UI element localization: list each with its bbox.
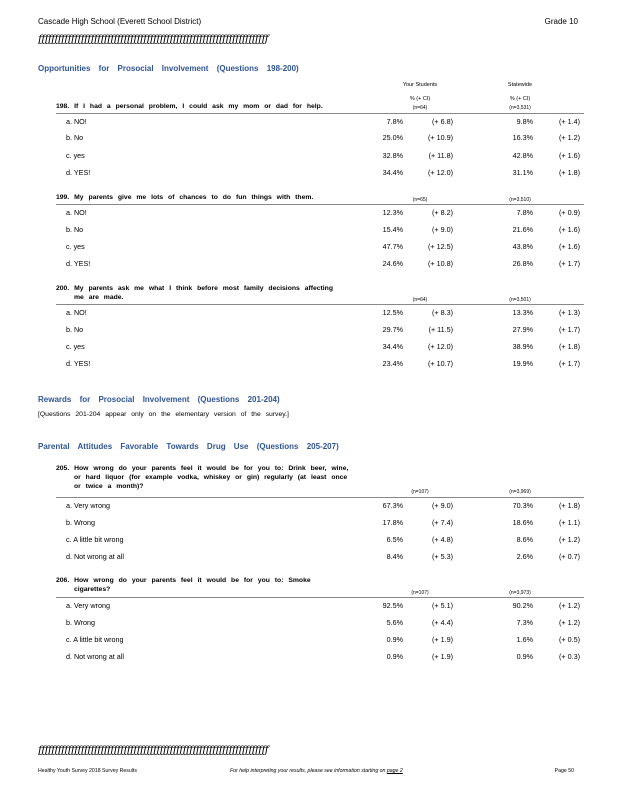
state-pct: 1.6% (516, 635, 533, 644)
question-205 (56, 465, 348, 491)
question-line: or hard liquor (for example vodka, whiskey or gin) regularly (at least once (74, 473, 348, 481)
state-pct: 38.9% (512, 342, 533, 351)
school-pct: 32.8% (382, 151, 403, 160)
school-pct: 5.6% (386, 618, 403, 627)
school-pct: 67.3% (382, 501, 403, 510)
answer-label: c. yes (66, 342, 85, 351)
question-rule (56, 113, 584, 114)
n-school: (n=64) (412, 297, 428, 303)
answer-row (0, 535, 618, 545)
school-pct: 15.4% (382, 225, 403, 234)
answer-row (0, 601, 618, 611)
school-ci: (+ 10.7) (428, 359, 453, 368)
answer-label: d. YES! (66, 359, 91, 368)
state-pct: 0.9% (516, 652, 533, 661)
state-ci: (+ 1.2) (559, 133, 580, 142)
top-rule: ƒƒƒƒƒƒƒƒƒƒƒƒƒƒƒƒƒƒƒƒƒƒƒƒƒƒƒƒƒƒƒƒƒƒƒƒƒƒƒƒƒƒƒƒƒƒƒƒƒƒƒƒƒƒƒƒƒƒƒƒƒƒƒƒƒƒƒƒƒƒ (38, 33, 269, 45)
state-ci: (+ 1.7) (559, 359, 580, 368)
answer-label: c. yes (66, 151, 85, 160)
school-ci: (+ 11.8) (428, 151, 453, 160)
answer-label: b. No (66, 225, 84, 234)
school-ci: (+ 12.0) (428, 168, 453, 177)
answer-row (0, 308, 618, 318)
answer-row (0, 133, 618, 143)
school-pct: 8.4% (386, 552, 403, 561)
footer-page-link[interactable]: page 2 (386, 768, 403, 774)
question-rule (56, 497, 584, 498)
answer-row (0, 618, 618, 628)
answer-label: c. A little bit wrong (66, 535, 124, 544)
answer-row (0, 225, 618, 235)
answer-label: a. Very wrong (66, 601, 110, 610)
school-pct: 7.8% (386, 117, 403, 126)
state-ci: (+ 1.3) (559, 308, 580, 317)
school-ci: (+ 10.8) (428, 259, 453, 268)
school-pct: 23.4% (382, 359, 403, 368)
state-pct: 42.8% (512, 151, 533, 160)
school-ci: (+ 9.0) (432, 501, 453, 510)
state-pct: 18.6% (512, 518, 533, 527)
school-pct: 0.9% (386, 635, 403, 644)
answer-row (0, 501, 618, 511)
state-ci: (+ 0.9) (559, 208, 580, 217)
answer-row (0, 151, 618, 161)
col-pct-ci-state: % (+ CI) (509, 96, 531, 102)
state-pct: 16.3% (512, 133, 533, 142)
state-ci: (+ 1.4) (559, 117, 580, 126)
state-pct: 26.8% (512, 259, 533, 268)
question-198 (56, 103, 323, 112)
footer-help (230, 768, 403, 774)
state-pct: 70.3% (512, 501, 533, 510)
school-pct: 12.5% (382, 308, 403, 317)
state-ci: (+ 1.2) (559, 601, 580, 610)
answer-label: b. No (66, 325, 84, 334)
school-pct: 34.4% (382, 168, 403, 177)
state-ci: (+ 0.5) (559, 635, 580, 644)
school-ci: (+ 5.1) (432, 601, 453, 610)
answer-row (0, 242, 618, 252)
question-line: cigarettes? (74, 585, 111, 593)
col-statewide: Statewide (507, 82, 533, 88)
school-ci: (+ 4.8) (432, 535, 453, 544)
question-rule (56, 304, 584, 305)
n-state: (n=3,531) (509, 105, 531, 111)
state-ci: (+ 1.8) (559, 501, 580, 510)
answer-row (0, 635, 618, 645)
state-pct: 8.6% (516, 535, 533, 544)
n-school: (n=65) (412, 197, 428, 203)
bottom-rule: ƒƒƒƒƒƒƒƒƒƒƒƒƒƒƒƒƒƒƒƒƒƒƒƒƒƒƒƒƒƒƒƒƒƒƒƒƒƒƒƒƒƒƒƒƒƒƒƒƒƒƒƒƒƒƒƒƒƒƒƒƒƒƒƒƒƒƒƒƒƒ (38, 744, 269, 756)
question-line: 205. How wrong do your parents feel it would be for you to: Drink beer, wine, (56, 465, 349, 472)
state-pct: 2.6% (516, 552, 533, 561)
answer-row (0, 652, 618, 662)
question-206 (56, 577, 311, 595)
n-state: (n=3,973) (509, 590, 531, 596)
question-line: 198. If I had a personal problem, I could ask my mom or dad for help. (56, 103, 323, 110)
state-pct: 19.9% (512, 359, 533, 368)
answer-label: d. Not wrong at all (66, 652, 124, 661)
state-ci: (+ 1.2) (559, 535, 580, 544)
school-ci: (+ 1.9) (432, 652, 453, 661)
section-title-rewards: Rewards for Prosocial Involvement (Questions 201-204) (38, 395, 280, 404)
state-ci: (+ 1.6) (559, 151, 580, 160)
section-title-opportunities: Opportunities for Prosocial Involvement (Questions 198-200) (38, 64, 299, 73)
answer-label: b. Wrong (66, 618, 96, 627)
question-rule (56, 204, 584, 205)
school-ci: (+ 8.3) (432, 308, 453, 317)
school-pct: 17.8% (382, 518, 403, 527)
question-rule (56, 597, 584, 598)
state-ci: (+ 1.1) (559, 518, 580, 527)
answer-row (0, 117, 618, 127)
school-pct: 25.0% (382, 133, 403, 142)
answer-label: d. Not wrong at all (66, 552, 124, 561)
answer-row (0, 325, 618, 335)
school-ci: (+ 10.9) (428, 133, 453, 142)
answer-label: c. A little bit wrong (66, 635, 124, 644)
section-note: [Questions 201-204 appear only on the elementary version of the survey.] (38, 411, 289, 418)
answer-row (0, 359, 618, 369)
n-school: (n=107) (411, 590, 429, 596)
state-ci: (+ 1.8) (559, 168, 580, 177)
state-pct: 43.8% (512, 242, 533, 251)
school-pct: 34.4% (382, 342, 403, 351)
question-line: 206. How wrong do your parents feel it would be for you to: Smoke (56, 577, 311, 584)
question-line: me are made. (74, 293, 124, 301)
school-ci: (+ 5.3) (432, 552, 453, 561)
answer-row (0, 259, 618, 269)
answer-label: d. YES! (66, 168, 91, 177)
school-ci: (+ 7.4) (432, 518, 453, 527)
footer-survey-name: Healthy Youth Survey 2018 Survey Results (38, 768, 137, 774)
answer-label: a. NO! (66, 117, 87, 126)
n-state: (n=3,510) (509, 197, 531, 203)
state-ci: (+ 1.8) (559, 342, 580, 351)
answer-row (0, 552, 618, 562)
school-ci: (+ 1.9) (432, 635, 453, 644)
n-state: (n=3,501) (509, 297, 531, 303)
question-line: 199. My parents give me lots of chances to do fun things with them. (56, 194, 314, 201)
state-pct: 31.1% (512, 168, 533, 177)
state-ci: (+ 0.3) (559, 652, 580, 661)
school-pct: 92.5% (382, 601, 403, 610)
school-pct: 24.6% (382, 259, 403, 268)
question-line: or twice a month)? (74, 482, 144, 490)
school-name: Cascade High School (Everett School District) (38, 17, 202, 26)
col-your-students: Your Students (402, 82, 438, 88)
state-ci: (+ 1.6) (559, 225, 580, 234)
state-ci: (+ 1.2) (559, 618, 580, 627)
n-state: (n=3,969) (509, 489, 531, 495)
school-pct: 29.7% (382, 325, 403, 334)
question-199 (56, 194, 313, 203)
school-ci: (+ 11.5) (428, 325, 453, 334)
school-ci: (+ 12.5) (428, 242, 453, 251)
school-pct: 12.3% (382, 208, 403, 217)
grade-label: Grade 10 (544, 17, 578, 26)
state-ci: (+ 1.7) (559, 259, 580, 268)
school-ci: (+ 12.0) (428, 342, 453, 351)
school-pct: 0.9% (386, 652, 403, 661)
school-pct: 6.5% (386, 535, 403, 544)
answer-row (0, 518, 618, 528)
answer-label: a. Very wrong (66, 501, 110, 510)
state-ci: (+ 1.6) (559, 242, 580, 251)
answer-label: b. No (66, 133, 84, 142)
section-title-parental-attitudes: Parental Attitudes Favorable Towards Drug Use (Questions 205-207) (38, 442, 339, 451)
answer-row (0, 342, 618, 352)
state-pct: 7.8% (516, 208, 533, 217)
col-pct-ci-school: % (+ CI) (409, 96, 431, 102)
answer-row (0, 208, 618, 218)
school-ci: (+ 8.2) (432, 208, 453, 217)
answer-label: a. NO! (66, 208, 87, 217)
school-ci: (+ 6.8) (432, 117, 453, 126)
answer-label: a. NO! (66, 308, 87, 317)
question-200 (56, 285, 333, 303)
footer-help-text: For help interpreting your results, please see information starting on (230, 768, 386, 774)
state-ci: (+ 0.7) (559, 552, 580, 561)
school-pct: 47.7% (382, 242, 403, 251)
answer-row (0, 168, 618, 178)
answer-label: d. YES! (66, 259, 91, 268)
state-ci: (+ 1.7) (559, 325, 580, 334)
state-pct: 7.3% (516, 618, 533, 627)
footer-page-number: Page 50 (554, 768, 574, 774)
state-pct: 21.6% (512, 225, 533, 234)
state-pct: 27.9% (512, 325, 533, 334)
answer-label: c. yes (66, 242, 85, 251)
question-line: 200. My parents ask me what I think before most family decisions affecting (56, 285, 333, 292)
n-school: (n=64) (412, 105, 428, 111)
n-school: (n=107) (411, 489, 429, 495)
state-pct: 9.8% (516, 117, 533, 126)
state-pct: 90.2% (512, 601, 533, 610)
school-ci: (+ 4.4) (432, 618, 453, 627)
answer-label: b. Wrong (66, 518, 96, 527)
state-pct: 13.3% (512, 308, 533, 317)
school-ci: (+ 9.0) (432, 225, 453, 234)
